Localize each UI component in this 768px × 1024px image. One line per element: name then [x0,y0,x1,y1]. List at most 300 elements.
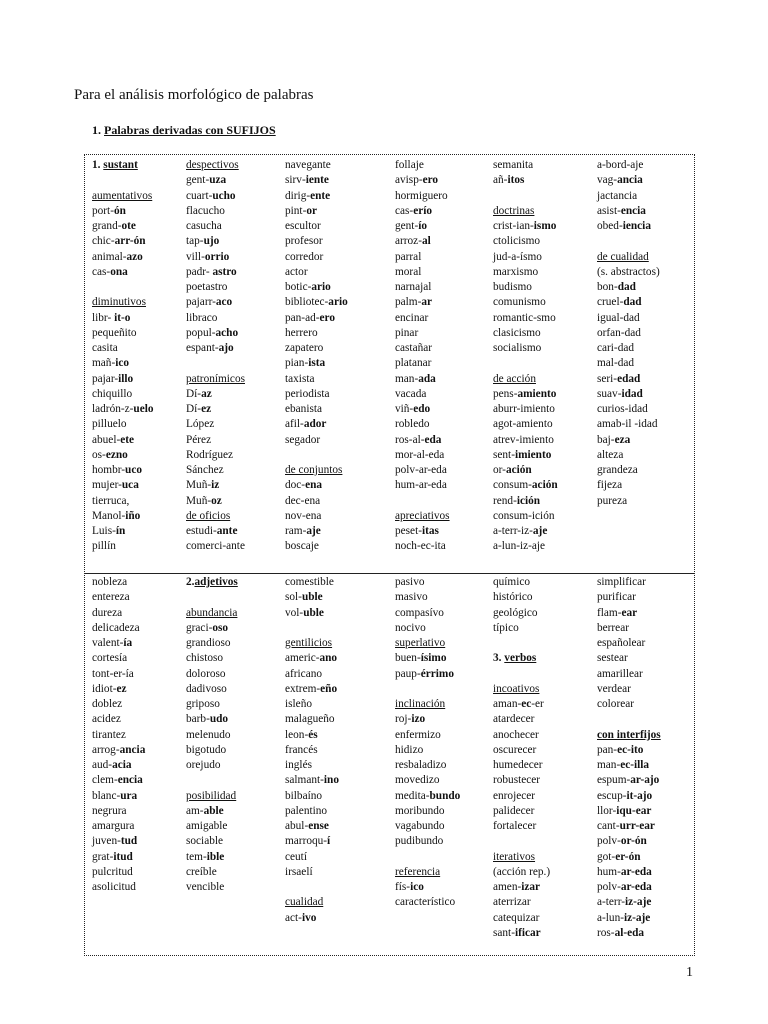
word-entry: pudibundo [395,835,444,848]
word-entry: palentino [285,804,328,817]
word-entry: igual-dad [597,311,640,324]
word-entry: zapatero [285,342,324,354]
word-entry: polv-ar-eda [597,881,652,893]
word-entry: pequeñito [92,326,137,339]
word-entry: robledo [395,418,430,431]
word-entry: llor-iqu-ear [597,804,652,817]
word-entry: pajarr-aco [186,296,233,309]
word-entry: 2.adjetivos [186,576,238,588]
word-entry: bon-dad [597,281,636,293]
word-entry: vol-uble [285,606,324,619]
word-entry: buen-ísimo [395,652,447,665]
column-sustantivos-1 [92,158,154,555]
word-entry: pan-ec-ito [597,743,644,756]
word-entry: cas-ona [92,265,128,278]
word-entry: vill-orrio [186,250,230,263]
word-entry: a-terr-iz-aje [597,896,652,909]
word-entry: ros-al-eda [597,926,645,939]
word-entry: delicadeza [92,621,140,634]
word-entry: pian-ista [285,357,326,370]
word-entry: casita [92,342,118,354]
word-entry: mañ-ico [92,357,130,370]
word-entry: espum-ar-ajo [597,774,660,787]
word-entry: Muñ-oz [186,494,222,507]
word-entry: valent-ía [92,637,133,649]
column-oficios [285,158,348,555]
word-entry: patronímicos [186,372,245,385]
word-entry: comerci-ante [186,540,245,553]
blank-line [597,234,660,249]
word-entry: polv-ar-eda [395,464,447,476]
section-heading [92,123,276,138]
word-entry: con interfijos [597,728,661,741]
word-entry: gent-ío [395,220,428,232]
word-entry: Muñ-iz [186,479,220,492]
word-entry: Sánchez [186,464,224,476]
blank-line [186,773,238,788]
word-entry: orejudo [186,759,221,771]
word-entry: palidecer [493,804,535,817]
word-entry: botic-ario [285,281,331,293]
word-entry: marxismo [493,265,539,278]
word-entry: Dí-ez [186,403,212,415]
word-entry: orfan-dad [597,326,641,339]
word-entry: dirig-ente [285,189,331,202]
column-adjetivos [186,575,238,895]
blank-line [597,712,661,727]
word-entry: compasívo [395,606,444,619]
word-entry: bilbaíno [285,789,323,802]
word-entry: grand-ote [92,220,136,232]
word-entry: grat-itud [92,850,133,863]
word-entry: consum-ición [493,509,555,522]
word-entry: isleño [285,698,312,710]
word-entry: periodista [285,387,330,400]
word-entry: tierruca, [92,494,130,507]
word-entry: inclinación [395,698,446,710]
word-entry: pinar [395,326,419,339]
word-entry: tont-er-ía [92,667,134,680]
word-entry: entereza [92,591,130,604]
blank-line [395,494,450,509]
word-entry: cortesía [92,652,128,665]
column-superlativo [395,575,460,911]
word-entry: idiot-ez [92,682,127,695]
word-entry: a-bord-aje [597,159,644,171]
word-entry: suav-idad [597,387,643,400]
word-entry: obed-iencia [597,220,651,232]
word-entry: padr- astro [186,265,237,278]
word-entry: iterativos [493,850,536,863]
word-entry: asist-encia [597,204,646,217]
word-entry: roj-izo [395,713,426,726]
word-entry: comunismo [493,296,546,309]
word-entry: negrura [92,804,127,817]
word-entry: atardecer [493,713,535,726]
word-entry: nocivo [395,621,426,634]
word-entry: taxista [285,372,315,385]
word-entry: cas-erío [395,204,433,217]
word-entry: verdear [597,682,631,695]
word-entry: sent-imiento [493,448,552,461]
word-entry: americ-ano [285,652,338,665]
word-entry: am-able [186,804,224,817]
word-entry: aumentativos [92,189,153,202]
word-entry: flam-ear [597,606,638,619]
word-entry: or-ación [493,464,532,476]
word-entry: ladrón-z-uelo [92,403,154,415]
word-entry: pasivo [395,576,425,588]
word-entry: bigotudo [186,743,227,756]
word-entry: chiquillo [92,387,133,400]
word-entry: 3. verbos [493,652,537,665]
word-entry: resbaladizo [395,759,447,771]
word-entry: ctolicismo [493,235,541,248]
word-entry: viñ-edo [395,403,431,415]
page-title: Para el análisis morfológico de palabras [74,87,314,103]
word-entry: pillín [92,540,116,553]
word-entry: histórico [493,591,533,604]
blank-line [285,880,339,895]
word-entry: curios-idad [597,403,648,415]
word-entry: fijeza [597,479,623,492]
word-entry: baj-eza [597,433,631,446]
word-entry: inglés [285,759,312,771]
word-entry: cant-urr-ear [597,820,655,832]
word-entry: enfermizo [395,728,441,741]
word-entry: grandeza [597,464,638,476]
blank-line [493,834,550,849]
word-entry: juven-tud [92,835,138,848]
word-entry: medita-bundo [395,789,461,802]
word-entry: geológico [493,606,538,619]
word-entry: Pérez [186,433,212,446]
word-entry: pilluelo [92,418,127,431]
word-entry: oscurecer [493,743,537,756]
word-entry: atrev-imiento [493,433,554,446]
word-entry: dec-ena [285,494,321,507]
word-entry: apreciativos [395,509,450,522]
word-entry: abundancia [186,606,238,619]
word-entry: budismo [493,281,532,293]
column-verbos [493,575,550,941]
word-entry: estudi-ante [186,525,238,537]
word-entry: paup-érrimo [395,667,454,680]
word-entry: sirv-iente [285,174,329,187]
word-entry: a-lun-iz-aje [493,540,546,553]
word-entry: rend-ición [493,494,541,507]
word-entry: de acción [493,372,536,385]
word-entry: irsaelí [285,865,313,878]
word-entry: nov-ena [285,509,322,522]
word-entry: pint-or [285,204,318,217]
word-entry: leon-és [285,728,318,741]
word-entry: melenudo [186,728,231,741]
word-entry: vencible [186,881,225,893]
word-entry: referencia [395,865,441,878]
word-entry: graci-oso [186,621,229,634]
word-entry: 1. sustant [92,159,138,171]
word-entry: cari-dad [597,342,635,354]
word-entry: consum-ación [493,479,558,492]
word-entry: actor [285,265,308,278]
word-entry: jud-a-ísmo [493,250,542,263]
word-entry: escultor [285,220,321,232]
word-entry: ram-aje [285,525,321,537]
word-entry: dadivoso [186,682,227,695]
word-entry: narnajal [395,281,432,293]
word-entry: masivo [395,591,428,604]
word-entry: salmant-ino [285,774,339,787]
word-entry: sestear [597,652,628,665]
column-interfijos [597,575,661,941]
word-entry: fortalecer [493,820,537,832]
word-entry: clasicismo [493,326,541,339]
word-entry: francés [285,743,318,756]
word-entry: sant-ificar [493,926,541,939]
column-gentilicios [285,575,339,926]
column-despectivos [186,158,245,555]
word-entry: (acción rep.) [493,865,551,878]
column-sustantivos-2 [92,575,145,895]
word-entry: Dí-az [186,387,212,400]
word-entry: tap-ujo [186,235,220,248]
word-entry: abul-ense [285,820,329,832]
word-entry: avisp-ero [395,174,439,187]
word-entry: mor-al-eda [395,448,445,461]
word-entry: de oficios [186,509,231,522]
word-entry: mal-dad [597,357,635,370]
word-entry: polv-or-ón [597,835,647,848]
word-entry: vacada [395,387,427,400]
word-entry: movedizo [395,774,440,787]
word-entry: libr- it-o [92,311,131,324]
word-entry: semanita [493,159,534,171]
column-colectivos [395,158,450,555]
word-entry: colorear [597,698,635,710]
word-entry: flacucho [186,204,225,217]
word-entry: pureza [597,494,628,507]
blank-line [285,621,339,636]
word-entry: aman-ec-er [493,698,544,710]
word-entry: chic-arr-ón [92,235,146,248]
word-entry: Manol-iño [92,509,141,522]
column-doctrinas [493,158,558,555]
word-entry: típico [493,621,519,634]
word-entry: hormiguero [395,189,448,202]
blank-line [493,636,550,651]
blank-line [493,667,550,682]
word-entry: animal-azo [92,250,143,263]
word-entry: pulcritud [92,865,133,878]
word-entry: afil-ador [285,418,327,431]
word-entry: catequizar [493,911,540,924]
word-entry: blanc-ura [92,789,138,802]
word-entry: chistoso [186,652,224,665]
blank-line [92,280,154,295]
word-entry: (s. abstractos) [597,265,660,278]
word-entry: libraco [186,311,218,324]
word-entry: malagueño [285,713,335,726]
word-entry: vagabundo [395,820,445,832]
blank-line [395,850,460,865]
word-entry: a-lun-iz-aje [597,911,651,924]
word-entry: doblez [92,698,123,710]
word-entry: despectivos [186,159,239,171]
word-entry: africano [285,667,323,680]
word-entry: port-ón [92,204,126,217]
word-entry: os-ezno [92,448,128,461]
word-entry: pens-amiento [493,387,557,400]
word-entry: peset-itas [395,525,439,537]
word-entry: hidizo [395,743,424,756]
word-entry: hombr-uco [92,464,142,476]
word-entry: profesor [285,235,323,248]
word-entry: noch-ec-ita [395,540,446,553]
word-entry: a-terr-iz-aje [493,525,548,537]
word-entry: sol-uble [285,591,323,604]
word-entry: hum-ar-eda [395,479,447,492]
word-entry: hum-ar-eda [597,865,652,878]
word-entry: simplificar [597,576,646,588]
table-divider [84,573,695,574]
word-entry: López [186,418,215,431]
word-entry: amigable [186,820,228,832]
word-entry: añ-itos [493,174,525,187]
word-entry: corredor [285,250,324,263]
word-entry: amen-izar [493,881,541,893]
word-entry: encinar [395,311,429,324]
word-entry: escup-it-ajo [597,789,653,802]
word-entry: de conjuntos [285,464,343,476]
word-entry: platanar [395,357,432,370]
word-entry: extrem-eño [285,682,338,695]
blank-line [186,590,238,605]
word-entry: navegante [285,159,331,171]
word-entry: arrog-ancia [92,743,146,756]
word-entry: asolicitud [92,881,136,893]
page-number: 1 [686,965,693,980]
word-entry: clem-encia [92,774,143,787]
word-entry: incoativos [493,682,540,695]
word-entry: popul-acho [186,326,239,339]
word-entry: casucha [186,220,222,232]
blank-line [92,173,154,188]
word-entry: Rodríguez [186,448,234,461]
word-entry: arroz-al [395,235,431,248]
word-entry: españolear [597,637,646,649]
word-entry: berrear [597,621,629,634]
section-number: 1. [92,123,101,137]
word-entry: romantic-smo [493,311,556,324]
word-entry: creíble [186,865,217,878]
word-entry: acidez [92,713,121,726]
word-entry: fís-ico [395,881,424,893]
word-entry: gentilicios [285,637,333,649]
word-entry: boscaje [285,540,319,553]
word-entry: segador [285,433,321,446]
word-entry: espant-ajo [186,342,234,354]
word-entry: diminutivos [92,296,146,309]
word-entry: barb-udo [186,713,229,726]
word-entry: man-ec-illa [597,759,650,771]
blank-line [285,448,348,463]
word-entry: purificar [597,591,636,604]
word-entry: robustecer [493,774,541,787]
word-entry: aburr-imiento [493,403,555,415]
word-entry: característico [395,896,456,909]
word-entry: amargura [92,820,135,832]
word-entry: griposo [186,698,220,710]
word-entry: cruel-dad [597,296,642,309]
word-entry: grandioso [186,637,231,649]
word-entry: crist-ian-ismo [493,220,557,232]
word-entry: ros-al-eda [395,433,442,446]
word-entry: ebanista [285,403,323,415]
blank-line [493,356,558,371]
word-entry: de cualidad [597,250,649,263]
word-entry: castañar [395,342,433,354]
word-entry: man-ada [395,372,436,385]
word-entry: humedecer [493,759,543,771]
word-entry: agot-amiento [493,418,553,431]
word-entry: pajar-illo [92,372,134,385]
word-entry: anochecer [493,728,539,741]
word-entry: moribundo [395,804,445,817]
word-entry: sociable [186,835,224,848]
word-entry: pan-ad-ero [285,311,335,324]
word-entry: bibliotec-ario [285,296,348,309]
word-entry: enrojecer [493,789,536,802]
word-entry: cualidad [285,896,324,909]
word-entry: herrero [285,326,318,339]
word-entry: tem-ible [186,850,225,863]
word-entry: amab-il -idad [597,418,658,431]
word-entry: vag-ancia [597,174,643,187]
word-entry: cuart-ucho [186,189,236,202]
word-entry: comestible [285,576,334,588]
word-entry: follaje [395,159,424,171]
word-entry: jactancia [597,189,638,202]
blank-line [395,682,460,697]
word-entry: moral [395,265,422,278]
section-title: Palabras derivadas con SUFIJOS [104,123,276,137]
blank-line [186,356,245,371]
word-entry: abuel-ete [92,433,135,446]
word-entry: dureza [92,606,123,619]
word-entry: act-ivo [285,911,317,924]
word-entry: posibilidad [186,789,237,802]
word-entry: ceutí [285,850,307,863]
word-entry: mujer-uca [92,479,139,492]
word-entry: químico [493,576,531,588]
word-entry: doloroso [186,667,226,680]
word-entry: tirantez [92,728,126,741]
word-entry: Luis-ín [92,525,126,537]
word-entry: parral [395,250,422,263]
word-entry: seri-edad [597,372,641,385]
word-entry: poetastro [186,281,228,293]
word-entry: amarillear [597,667,643,680]
word-entry: got-er-ón [597,850,641,863]
word-entry: superlativo [395,637,446,649]
word-entry: marroqu-í [285,835,331,848]
word-entry: nobleza [92,576,128,588]
word-entry: alteza [597,448,624,461]
word-entry: doc-ena [285,479,323,492]
blank-line [493,189,558,204]
word-entry: doctrinas [493,204,535,217]
